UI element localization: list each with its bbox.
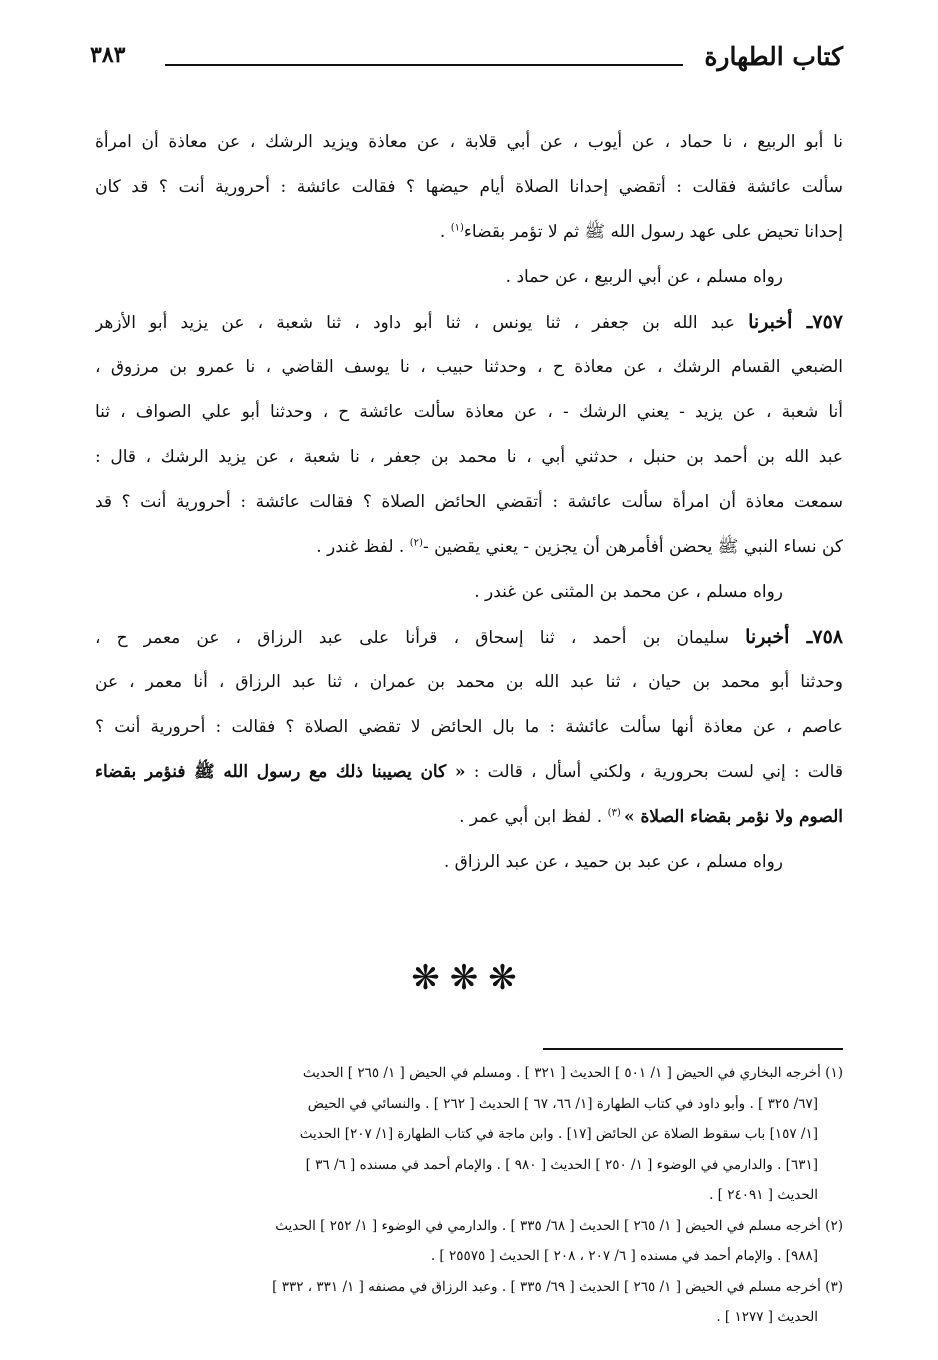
footnote-line: (٢) أخرجه مسلم في الحيض [ ١/ ٢٦٥ ] الحديث [ ٦٨/ ٣٣٥ ] . والدارمي في الوضوء [ ١/ ٢٥٢ ] الحديث <box>275 1217 843 1234</box>
text-line <box>95 795 843 840</box>
line-text: أنا شعبة ، عن يزيد - يعني الرشك - ، عن معاذة سألت عائشة ح ، وحدثنا أبو علي الصواف ، ثنا <box>95 402 843 422</box>
footnote-line: (٣) أخرجه مسلم في الحيض [ ١/ ٢٦٥ ] الحديث [ ٦٩/ ٣٣٥ ] . وعبد الرزاق في مصنفه [ ١/ ٣٣١ ، ٣٣٢ ] <box>272 1278 843 1295</box>
text-line <box>95 435 843 480</box>
text-line <box>95 660 843 705</box>
line-text: عبد الله بن أحمد بن حنبل ، حدثني أبي ، نا محمد بن جعفر ، نا شعبة ، عن يزيد الرشك ، قال : <box>95 447 843 467</box>
line-text: سليمان بن أحمد ، ثنا إسحاق ، قرأنا على عبد الرزاق ، عن معمر ح ، <box>95 628 746 648</box>
line-text: إحدانا تحيض على عهد رسول الله ﷺ ثم لا تؤمر بقضاء <box>463 222 843 242</box>
footnotes <box>95 1058 843 1333</box>
footnote-line: (١) أخرجه البخاري في الحيض [ ١/ ٥٠١ ] الحديث [ ٣٢١ ] . ومسلم في الحيض [ ١/ ٢٦٥ ] الحديث <box>302 1065 843 1081</box>
footnote-line: الحديث [ ٢٤٠٩١ ] . <box>709 1187 818 1203</box>
text-line <box>95 120 843 165</box>
line-text: عاصم ، عن معاذة أنها سألت عائشة : ما بال الحائض لا تقضي الصلاة ؟ فقالت : أحرورية أنت ؟ <box>95 717 843 737</box>
line-tail: . لفظ غندر . <box>316 537 410 557</box>
footnote-line: الحديث [ ١٢٧٧ ] . <box>716 1309 818 1325</box>
text-line <box>95 255 843 300</box>
text-line <box>95 750 843 795</box>
bold-text: الصوم ولا نؤمر بقضاء الصلاة » <box>623 807 843 827</box>
text-line <box>95 570 843 615</box>
footnote-marker: (٢) <box>409 537 423 549</box>
bold-text: « كان يصيبنا ذلك مع رسول الله ﷺ فنؤمر بقضاء <box>95 762 466 782</box>
line-text: سألت عائشة فقالت : أتقضي إحدانا الصلاة أيام حيضها ؟ فقالت عائشة : أحرورية أنت ؟ قد كان <box>95 177 843 197</box>
text-line <box>95 705 843 750</box>
text-line <box>95 300 843 345</box>
footnote-marker: (١) <box>450 222 464 234</box>
line-text: نا أبو الربيع ، نا حماد ، عن أيوب ، عن أبي قلابة ، عن معاذة ويزيد الرشك ، عن معاذة أن امرأة <box>95 132 843 152</box>
footnote-marker: (٣) <box>607 807 624 819</box>
page-number: ٣٨٣ <box>90 42 126 68</box>
line-text: كن نساء النبي ﷺ يحضن أفأمرهن أن يجزين - يعني يقضين - <box>422 537 843 557</box>
footnote-rule <box>543 1048 843 1050</box>
line-tail: . <box>439 222 451 242</box>
line-text: رواه مسلم ، عن أبي الربيع ، عن حماد . <box>505 267 783 287</box>
text-line <box>95 210 843 255</box>
line-text: عبد الله بن جعفر ، ثنا يونس ، ثنا أبو داود ، ثنا شعبة ، عن يزيد أبو الأزهر <box>95 313 749 333</box>
line-tail: . لفظ ابن أبي عمر . <box>459 807 608 827</box>
text-line <box>95 165 843 210</box>
line-text: سمعت معاذة أن امرأة سألت عائشة : أتقضي الحائض الصلاة ؟ فقالت عائشة : أحرورية أنت ؟ قد <box>95 492 843 512</box>
text-line <box>95 525 843 570</box>
line-text: الضبعي القسام الرشك ، عن معاذة ح ، وحدثنا حبيب ، نا يوسف القاضي ، نا عمرو بن مرزوق ، <box>95 357 843 377</box>
text-line <box>95 840 843 885</box>
hadith-number: ٧٥٧ـ أخبرنا <box>748 311 843 333</box>
line-text: قالت : إني لست بحرورية ، ولكني أسأل ، قالت : <box>465 762 843 782</box>
chapter-title: كتاب الطهارة <box>704 42 843 71</box>
text-line <box>95 345 843 390</box>
text-line <box>95 615 843 660</box>
footnote-line: [٦٧/ ٣٢٥ ] . وأبو داود في كتاب الطهارة [١/ ٦٦، ٦٧ ] الحديث [ ٢٦٢ ] . والنسائي في الحيض <box>307 1095 818 1112</box>
section-separator: ❋❋❋ <box>411 958 527 998</box>
footnote-line: [٦٣١] . والدارمي في الوضوء [ ١/ ٢٥٠ ] الحديث [ ٩٨٠ ] . والإمام أحمد في مسنده [ ٦/ ٣٦ ] <box>305 1156 818 1173</box>
text-line <box>95 390 843 435</box>
line-text: رواه مسلم ، عن عبد بن حميد ، عن عبد الرزاق . <box>443 852 783 872</box>
line-text: وحدثنا أبو محمد بن حيان ، ثنا عبد الله بن محمد بن عمران ، ثنا عبد الرزاق ، أنا معمر ، عن <box>95 672 843 692</box>
line-text: رواه مسلم ، عن محمد بن المثنى عن غندر . <box>474 582 783 602</box>
text-line <box>95 480 843 525</box>
page-header <box>90 40 843 80</box>
footnote-line: [٩٨٨] . والإمام أحمد في مسنده [ ٦/ ٢٠٧ ، ٢٠٨ ] الحديث [ ٢٥٥٧٥ ] . <box>430 1248 818 1264</box>
header-rule <box>165 64 683 66</box>
footnote-line: [١/ ١٥٧] باب سقوط الصلاة عن الحائض [١٧] . وابن ماجة في كتاب الطهارة [١/ ٢٠٧] الحديث <box>299 1126 818 1142</box>
hadith-number: ٧٥٨ـ أخبرنا <box>745 626 843 648</box>
main-text <box>95 120 843 885</box>
